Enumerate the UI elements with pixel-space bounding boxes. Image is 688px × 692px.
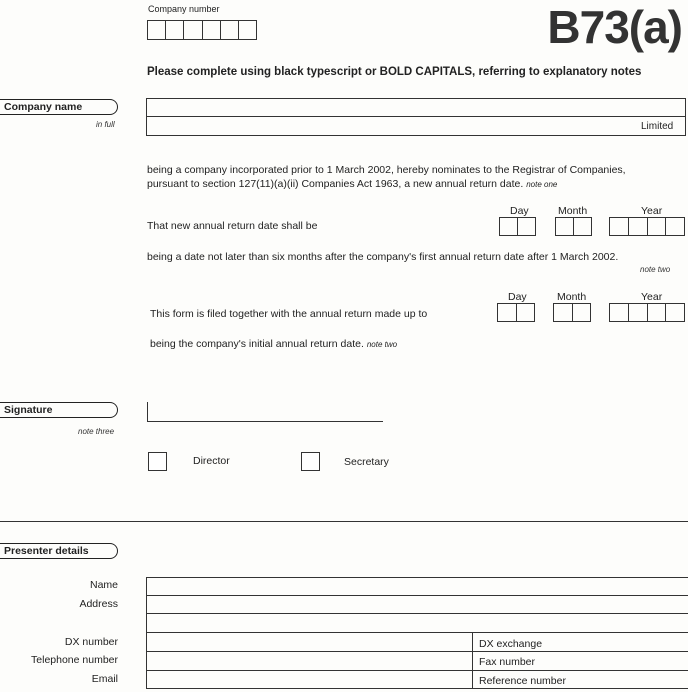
new-date-year[interactable] bbox=[609, 217, 685, 236]
day-label-2: Day bbox=[508, 291, 527, 303]
dx-row-line bbox=[146, 651, 688, 652]
para1-line1: being a company incorporated prior to 1 March 2002, hereby nominates to the Registrar of Companies, bbox=[147, 164, 626, 176]
name-field-line[interactable] bbox=[146, 595, 688, 596]
filed-date-month[interactable] bbox=[553, 303, 591, 322]
filed-label: This form is filed together with the annual return made up to bbox=[150, 308, 428, 320]
section-divider bbox=[0, 521, 688, 522]
dx-number-label: DX number bbox=[64, 636, 118, 648]
company-number-label: Company number bbox=[148, 4, 220, 14]
company-number-field[interactable] bbox=[147, 20, 257, 40]
new-date-month[interactable] bbox=[555, 217, 592, 236]
presenter-column-divider bbox=[472, 632, 473, 689]
year-label-1: Year bbox=[641, 205, 663, 217]
address-field-line-1[interactable] bbox=[146, 613, 688, 614]
director-checkbox[interactable] bbox=[148, 452, 167, 471]
para2: being a date not later than six months after the company's first annual return date after 1 March 2002. bbox=[147, 251, 619, 263]
signature-field-edge bbox=[147, 402, 148, 422]
company-name-field[interactable] bbox=[146, 98, 686, 136]
secretary-checkbox[interactable] bbox=[301, 452, 320, 471]
day-label-1: Day bbox=[510, 205, 529, 217]
in-full-note: in full bbox=[96, 120, 115, 129]
instructions: Please complete using black typescript or BOLD CAPITALS, referring to explanatory notes bbox=[147, 66, 642, 78]
name-label: Name bbox=[89, 579, 118, 591]
secretary-label: Secretary bbox=[344, 456, 389, 468]
filed-date-year[interactable] bbox=[609, 303, 685, 322]
director-label: Director bbox=[193, 455, 230, 467]
form-code: B73(a) bbox=[547, 1, 682, 53]
email-label: Email bbox=[91, 673, 118, 685]
fax-number-label: Fax number bbox=[479, 656, 536, 668]
dx-exchange-label: DX exchange bbox=[479, 638, 543, 650]
month-label-1: Month bbox=[558, 205, 588, 217]
new-date-day[interactable] bbox=[499, 217, 536, 236]
month-label-2: Month bbox=[557, 291, 587, 303]
note-two-a: note two bbox=[640, 265, 671, 274]
signature-field[interactable] bbox=[147, 421, 383, 422]
filed-date-day[interactable] bbox=[497, 303, 535, 322]
company-name-divider bbox=[146, 116, 686, 117]
year-label-2: Year bbox=[641, 291, 663, 303]
presenter-details-tab: Presenter details bbox=[0, 543, 118, 559]
initial-label: being the company's initial annual return date. note two bbox=[150, 338, 398, 350]
new-date-label: That new annual return date shall be bbox=[147, 220, 318, 232]
reference-number-label: Reference number bbox=[479, 675, 566, 687]
address-label: Address bbox=[79, 598, 118, 610]
telephone-label: Telephone number bbox=[31, 654, 118, 666]
signature-tab: Signature bbox=[0, 402, 118, 418]
para1-line2: pursuant to section 127(11)(a)(ii) Companies Act 1963, a new annual return date. note one bbox=[147, 178, 558, 190]
company-name-tab: Company name bbox=[0, 99, 118, 115]
telephone-row-line bbox=[146, 670, 688, 671]
presenter-details-grid bbox=[146, 577, 688, 689]
address-field-line-2[interactable] bbox=[146, 632, 688, 633]
limited-label: Limited bbox=[641, 121, 674, 132]
note-three: note three bbox=[78, 427, 115, 436]
